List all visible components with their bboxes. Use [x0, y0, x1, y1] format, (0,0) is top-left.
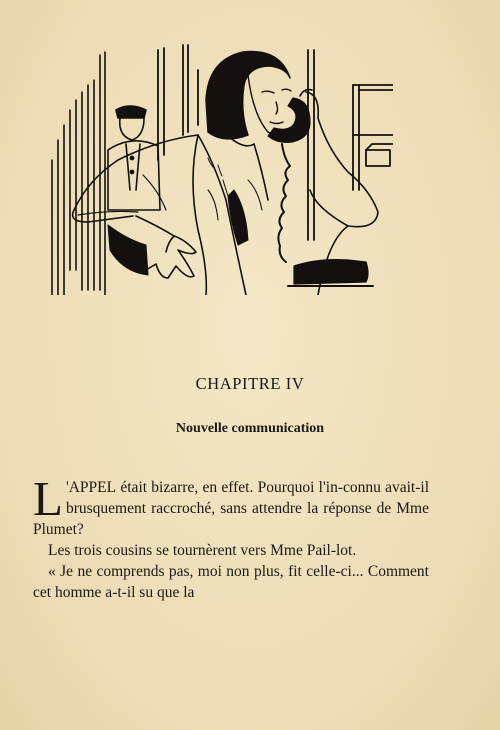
paragraph-3: « Je ne comprends pas, moi non plus, fit celle-ci... Comment cet homme a-t-il su que la [33, 563, 429, 601]
paragraph-2: Les trois cousins se tournèrent vers Mme Pail-lot. [48, 542, 357, 559]
drop-cap: L [33, 471, 63, 526]
uniformed-man [108, 106, 160, 210]
body-text [33, 471, 430, 603]
paragraph-1-text: était bizarre, en effet. Pourquoi l'in-connu avait-il brusquement raccroché, sans attendre la réponse de Mme Plumet? [33, 479, 430, 538]
woman-on-telephone-illustration [48, 40, 393, 295]
woman-face [248, 75, 292, 136]
telephone-base [294, 260, 368, 284]
raised-arm [306, 92, 378, 227]
woman-hair [206, 52, 290, 139]
chapter-title: CHAPITRE IV [195, 374, 305, 393]
wall-hatching [52, 52, 105, 295]
telephone-receiver [268, 98, 310, 142]
phone-cord [278, 144, 290, 262]
window [353, 85, 393, 190]
first-word: 'APPEL [65, 479, 117, 496]
chapter-subtitle: Nouvelle communication [175, 421, 325, 436]
paragraph-1 [33, 471, 430, 540]
